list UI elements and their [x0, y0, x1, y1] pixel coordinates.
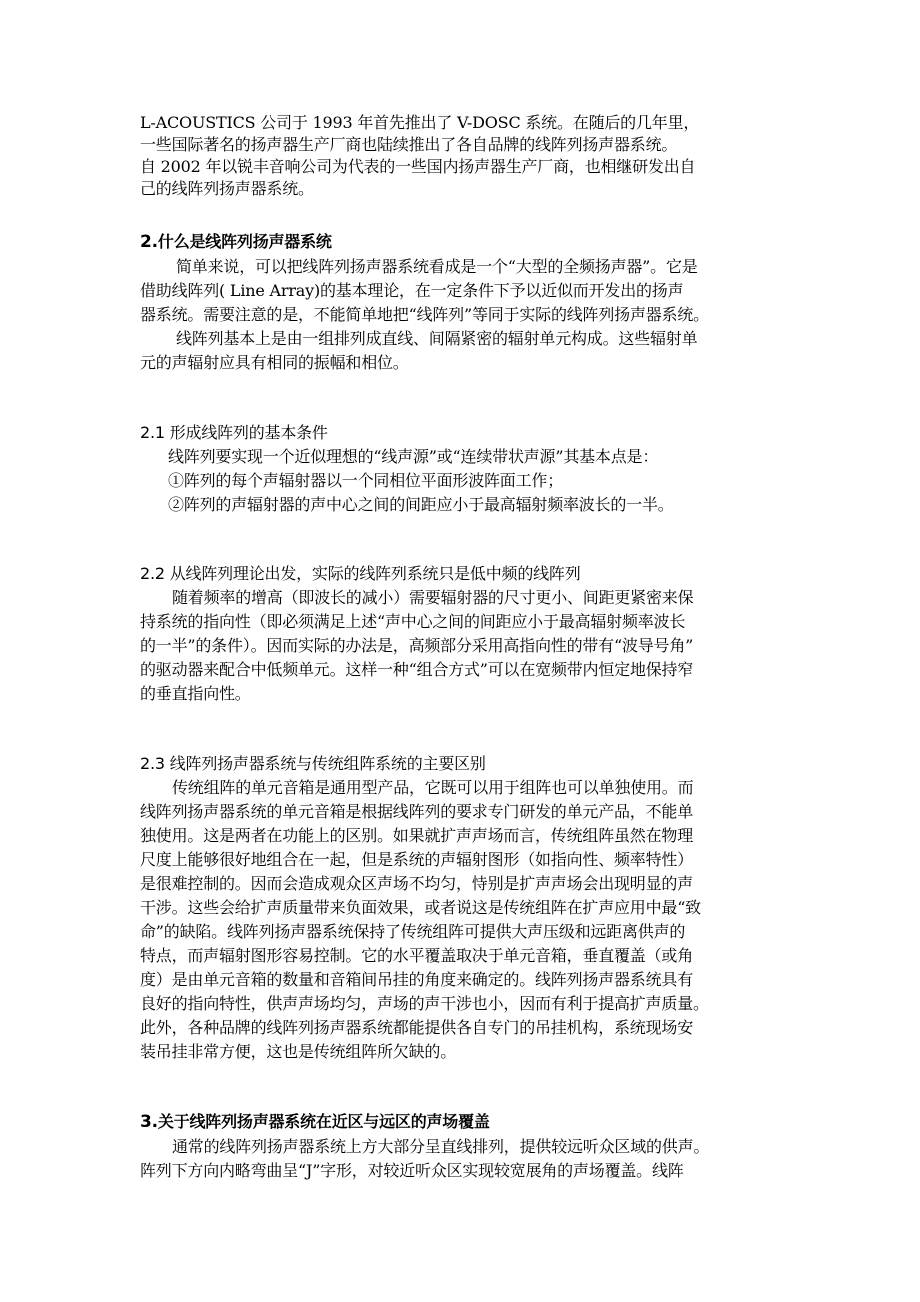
paragraph-line: 尺度上能够很好地组合在一起，但是系统的声辐射图形（如指向性、频率特性） [140, 850, 694, 869]
list-item: ①阵列的每个声辐射器以一个同相位平面形波阵面工作； [168, 471, 564, 490]
paragraph-line: 是很难控制的。因而会造成观众区声场不均匀，恃别是扩声声场会出现明显的声 [140, 874, 694, 893]
paragraph-line: 传统组阵的单元音箱是通用型产品，它既可以用于组阵也可以单独使用。而 [172, 778, 694, 797]
paragraph-line: 通常的线阵列扬声器系统上方大部分呈直线排列，提供较远听众区域的供声。 [172, 1137, 710, 1156]
section-3-title: 关于线阵列扬声器系统在近区与远区的声场覆盖 [157, 1112, 490, 1131]
section-3-heading [140, 1111, 490, 1133]
intro-line: 自 2002 年以锐丰音响公司为代表的一些国内扬声器生产厂商，也相继研发出自 [140, 157, 696, 176]
paragraph-line: 装吊挂非常方便，这也是传统组阵所欠缺的。 [140, 1042, 457, 1061]
intro-line: L-ACOUSTICS 公司于 1993 年首先推出了 V-DOSC 系统。在随后的几年里， [140, 113, 700, 132]
section-2-heading [140, 231, 332, 253]
paragraph-line: 简单来说，可以把线阵列扬声器系统看成是一个“大型的全频扬声器”。它是 [176, 257, 698, 276]
intro-line: 己的线阵列扬声器系统。 [140, 179, 314, 198]
paragraph-line: 的垂直指向性。 [140, 684, 251, 703]
section-2-1-heading: 2.1 形成线阵列的基本条件 [140, 423, 328, 442]
paragraph-line: 线阵列基本上是由一组排列成直线、间隔紧密的辐射单元构成。这些辐射单 [176, 329, 698, 348]
paragraph-line: 特点，而声辐射图形容易控制。它的水平覆盖取决于单元音箱，垂直覆盖（或角 [140, 946, 694, 965]
paragraph-line: 阵列下方向内略弯曲呈“J”字形，对较近听众区实现较宽展角的声场覆盖。线阵 [140, 1161, 684, 1180]
paragraph-line: 随着频率的增高（即波长的减小）需要辐射器的尺寸更小、间距更紧密来保 [172, 588, 694, 607]
paragraph-line: 的一半”的条件）。因而实际的办法是，高频部分采用高指向性的带有“波导号角” [140, 636, 694, 655]
section-2-2-heading: 2.2 从线阵列理论出发，实际的线阵列系统只是低中频的线阵列 [140, 564, 581, 583]
paragraph-line: 线阵列要实现一个近似理想的“线声源”或“连续带状声源”其基本点是： [168, 447, 659, 466]
paragraph-line: 持系统的指向性（即必须满足上述“声中心之间的间距应小于最高辐射频率波长 [140, 612, 686, 631]
intro-line: 一些国际著名的扬声器生产厂商也陆续推出了各自品牌的线阵列扬声器系统。 [140, 135, 678, 154]
section-2-title: 什么是线阵列扬声器系统 [157, 232, 332, 251]
list-item: ②阵列的声辐射器的声中心之间的间距应小于最高辐射频率波长的一半。 [168, 495, 674, 514]
paragraph-line: 的驱动器来配合中低频单元。这样一种“组合方式”可以在宽频带内恒定地保持窄 [140, 660, 694, 679]
paragraph-line: 独使用。这是两者在功能上的区别。如果就扩声声场而言，传统组阵虽然在物理 [140, 826, 694, 845]
paragraph-line: 器系统。需要注意的是，不能简单地把“线阵列”等同于实际的线阵列扬声器系统。 [140, 305, 709, 324]
paragraph-line: 命”的缺陷。线阵列扬声器系统保持了传统组阵可提供大声压级和远距离供声的 [140, 922, 686, 941]
paragraph-line: 此外，各种品牌的线阵列扬声器系统都能提供各自专门的吊挂机构，系统现场安 [140, 1018, 694, 1037]
paragraph-line: 良好的指向特性，供声声场均匀，声场的声干涉也小，因而有利于提高扩声质量。 [140, 994, 709, 1013]
paragraph-line: 干涉。这些会给扩声质量带来负面效果，或者说这是传统组阵在扩声应用中最“致 [140, 898, 701, 917]
paragraph-line: 度）是由单元音箱的数量和音箱间吊挂的角度来确定的。线阵列扬声器系统具有 [140, 970, 694, 989]
paragraph-line: 线阵列扬声器系统的单元音箱是根据线阵列的要求专门研发的单元产品，不能单 [140, 802, 694, 821]
section-2-number: 2. [140, 232, 158, 252]
section-2-3-heading: 2.3 线阵列扬声器系统与传统组阵系统的主要区别 [140, 754, 486, 773]
section-3-number: 3. [140, 1112, 158, 1132]
paragraph-line: 元的声辐射应具有相同的振幅和相位。 [140, 353, 409, 372]
paragraph-line: 借助线阵列( Line Array)的基本理论，在一定条件下予以近似而开发出的扬声 [140, 281, 684, 300]
